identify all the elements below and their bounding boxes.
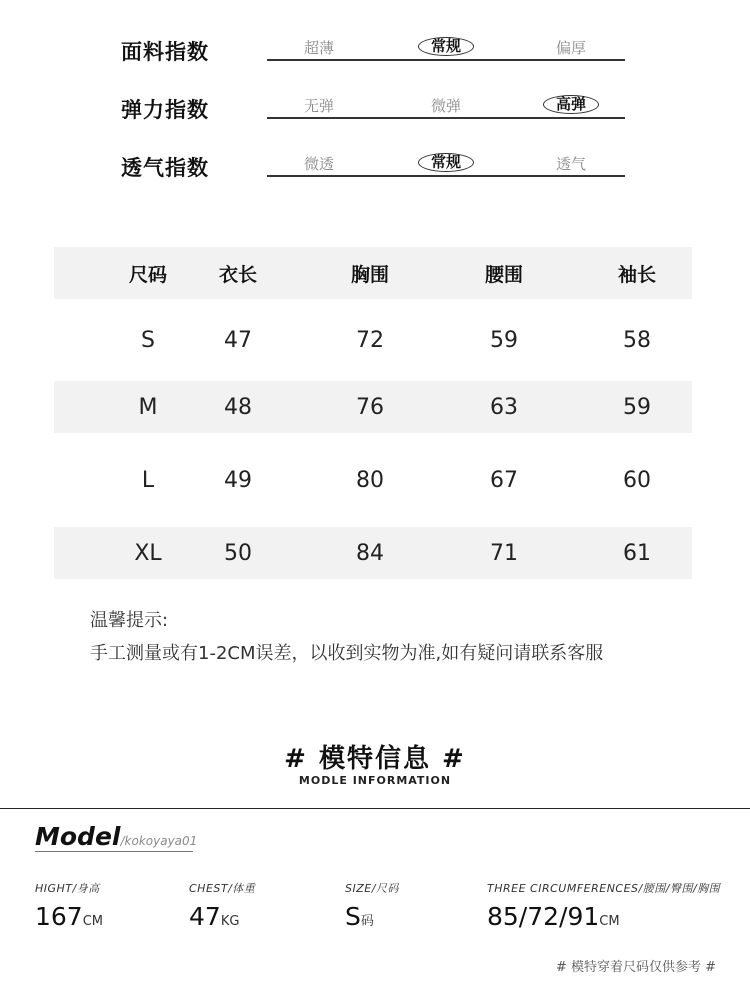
table-cell: 72 [356, 327, 384, 353]
stat-value: S [345, 902, 361, 931]
model-heading [35, 822, 197, 851]
stat-unit: 码 [360, 914, 374, 929]
index-row-fabric [0, 36, 750, 76]
stat-measurements [487, 880, 720, 931]
model-underline [35, 851, 193, 852]
table-row [54, 527, 692, 579]
index-option: 偏厚 [555, 39, 586, 57]
table-cell: 48 [224, 394, 252, 420]
table-cell: 80 [356, 467, 384, 493]
index-option: 微透 [303, 155, 334, 173]
table-cell: 61 [623, 540, 651, 566]
index-label: 透气指数 [121, 156, 209, 180]
footnote: # 模特穿着尺码仅供参考 # [555, 960, 716, 975]
model-name: /kokoyaya01 [120, 834, 198, 848]
table-cell: 59 [490, 327, 518, 353]
tips-body: 手工测量或有1-2CM误差，以收到实物为准,如有疑问请联系客服 [90, 643, 604, 664]
table-cell: XL [134, 540, 162, 566]
table-cell: L [141, 467, 155, 493]
section-divider [0, 808, 750, 809]
table-cell: 84 [356, 540, 384, 566]
stat-weight [189, 880, 255, 931]
stat-value: 85/72/91 [487, 902, 600, 931]
index-option-selected: 常规 [406, 153, 486, 172]
stat-label: HIGHT/身高 [35, 882, 100, 895]
stat-height [35, 880, 103, 931]
stat-value: 47 [189, 902, 221, 931]
index-option-selected: 高弹 [531, 95, 611, 114]
header-cell: 胸围 [350, 263, 389, 286]
index-label: 弹力指数 [121, 98, 209, 122]
index-scale-line [267, 117, 625, 119]
index-row-breathability [0, 152, 750, 192]
index-scale-line [267, 175, 625, 177]
table-row [54, 381, 692, 433]
table-cell: 67 [490, 467, 518, 493]
index-option: 微弹 [430, 97, 461, 115]
table-cell: 63 [490, 394, 518, 420]
stat-unit: CM [599, 914, 620, 929]
stat-size [345, 880, 399, 931]
table-cell: 60 [623, 467, 651, 493]
table-cell: 50 [224, 540, 252, 566]
index-label: 面料指数 [121, 40, 209, 64]
table-cell: 59 [623, 394, 651, 420]
stat-value: 167 [35, 902, 83, 931]
stat-label: THREE CIRCUMFERENCES/腰围/臀围/胸围 [487, 882, 721, 895]
table-row [54, 299, 692, 381]
model-label: Model [35, 822, 121, 851]
index-scale-line [267, 59, 625, 61]
model-info-title: # 模特信息 # [284, 744, 466, 774]
stat-label: CHEST/体重 [189, 882, 256, 895]
stat-label: SIZE/尺码 [345, 882, 399, 895]
table-cell: 49 [224, 467, 252, 493]
table-cell: 76 [356, 394, 384, 420]
tips-title: 温馨提示: [90, 610, 169, 631]
model-info-subtitle: MODLE INFORMATION [298, 774, 452, 787]
table-cell: 71 [490, 540, 518, 566]
index-row-elasticity [0, 94, 750, 134]
header-cell: 袖长 [617, 263, 656, 286]
header-cell: 腰围 [484, 263, 523, 286]
size-table [54, 247, 692, 579]
header-cell: 衣长 [218, 263, 257, 286]
table-cell: 47 [224, 327, 252, 353]
stat-unit: KG [220, 914, 240, 929]
table-header-row [54, 247, 692, 299]
index-option: 超薄 [303, 39, 334, 57]
table-cell: S [141, 327, 155, 353]
table-row [54, 433, 692, 527]
stat-unit: CM [82, 914, 104, 929]
index-option: 无弹 [303, 97, 334, 115]
index-option-selected: 常规 [406, 37, 486, 56]
index-option: 透气 [555, 155, 586, 173]
table-cell: M [138, 394, 158, 420]
header-cell: 尺码 [128, 263, 167, 286]
table-cell: 58 [623, 327, 651, 353]
